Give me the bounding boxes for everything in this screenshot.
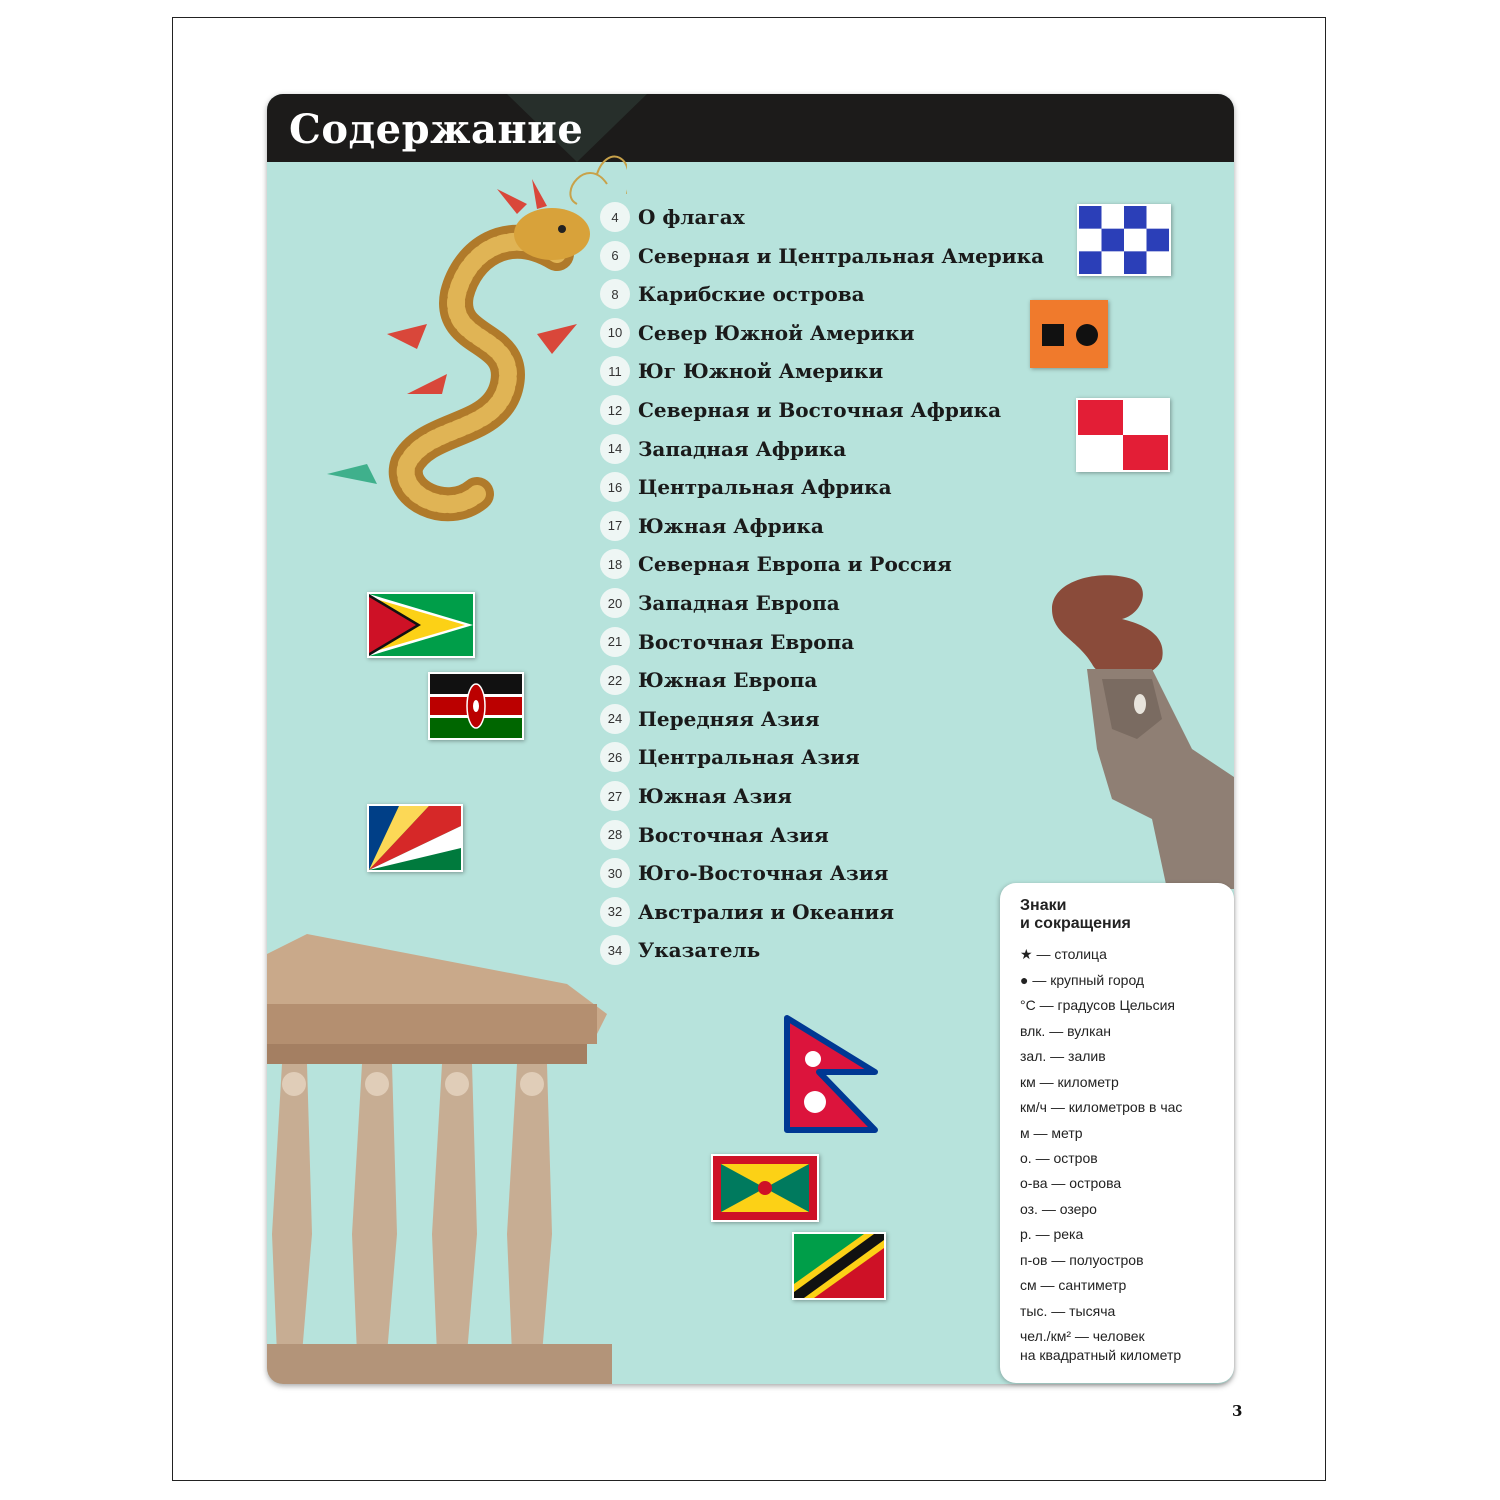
toc-page-number: 11 — [600, 356, 630, 386]
toc-page-number: 24 — [600, 704, 630, 734]
toc-page-number: 32 — [600, 897, 630, 927]
legend-item: ★ — столица — [1020, 946, 1107, 962]
legend-box — [1000, 883, 1234, 1383]
legend-item: о-ва — острова — [1020, 1175, 1122, 1191]
toc-label: Южная Азия — [638, 784, 792, 808]
toc-entry[interactable] — [600, 545, 952, 583]
kenya-flag — [428, 672, 524, 740]
toc-entry[interactable] — [600, 854, 888, 892]
toc-label: Австралия и Океания — [638, 899, 894, 924]
legend-item: м — метр — [1020, 1125, 1083, 1141]
toc-entry[interactable] — [600, 468, 892, 506]
toc-entry[interactable] — [600, 584, 840, 622]
toc-label: Юг Южной Америки — [638, 359, 884, 384]
toc-entry[interactable] — [600, 430, 846, 468]
toc-label: Северная и Центральная Америка — [638, 243, 1045, 268]
legend-item: на квадратный километр — [1020, 1347, 1182, 1363]
toc-label: О флагах — [638, 205, 745, 229]
toc-page-number: 4 — [600, 202, 630, 232]
red-white-signal-flag — [1076, 398, 1170, 472]
toc-label: Восточная Европа — [638, 629, 855, 654]
toc-label: Восточная Азия — [638, 822, 829, 847]
toc-page-number: 16 — [600, 472, 630, 502]
toc-label: Северная и Восточная Африка — [638, 398, 1002, 422]
toc-label: Центральная Азия — [638, 745, 860, 770]
legend-item: зал. — залив — [1020, 1048, 1106, 1064]
page-number: 3 — [1232, 1402, 1243, 1420]
toc-page-number: 10 — [600, 318, 630, 348]
toc-page-number: 27 — [600, 781, 630, 811]
legend-item: см — сантиметр — [1020, 1277, 1127, 1293]
toc-entry[interactable] — [600, 816, 829, 854]
toc-entry[interactable] — [600, 661, 817, 699]
seychelles-flag — [367, 804, 463, 872]
legend-item: тыс. — тысяча — [1020, 1303, 1116, 1319]
toc-entry[interactable] — [600, 507, 824, 545]
toc-page-number: 21 — [600, 627, 630, 657]
toc-entry[interactable] — [600, 738, 860, 776]
toc-entry[interactable] — [600, 275, 865, 313]
caryatids-temple-illustration — [267, 934, 612, 1384]
toc-entry[interactable] — [600, 931, 760, 969]
legend-item: км/ч — километров в час — [1020, 1099, 1183, 1115]
legend-item: п-ов — полуостров — [1020, 1252, 1144, 1268]
toc-label: Передняя Азия — [638, 706, 820, 731]
orange-signal-flag — [1030, 300, 1108, 368]
toc-page-number: 28 — [600, 820, 630, 850]
toc-entry[interactable] — [600, 237, 1044, 275]
legend-item: км — километр — [1020, 1074, 1119, 1090]
toc-entry[interactable] — [600, 314, 914, 352]
checkered-blue-flag — [1077, 204, 1171, 276]
toc-label: Южная Европа — [638, 668, 818, 693]
toc-label: Юго-Восточная Азия — [638, 861, 889, 886]
legend-item: ● — крупный город — [1020, 972, 1145, 988]
legend-item: р. — река — [1020, 1226, 1084, 1242]
toc-entry[interactable] — [600, 893, 894, 931]
toc-page-number: 14 — [600, 434, 630, 464]
toc-label: Север Южной Америки — [638, 320, 915, 345]
toc-entry[interactable] — [600, 198, 745, 236]
legend-title — [1020, 897, 1131, 933]
toc-label: Северная Европа и Россия — [638, 552, 952, 577]
legend-item: влк. — вулкан — [1020, 1023, 1112, 1039]
toc-entry[interactable] — [600, 777, 792, 815]
toc-entry[interactable] — [600, 391, 1001, 429]
toc-page-number: 17 — [600, 511, 630, 541]
legend-item: о. — остров — [1020, 1150, 1098, 1166]
toc-page-number: 22 — [600, 665, 630, 695]
legend-item: оз. — озеро — [1020, 1201, 1097, 1217]
toc-page-number: 30 — [600, 858, 630, 888]
toc-entry[interactable] — [600, 700, 819, 738]
toc-label: Западная Европа — [638, 591, 840, 615]
toc-label: Карибские острова — [638, 282, 865, 307]
toc-label: Центральная Африка — [638, 475, 892, 500]
toc-entry[interactable] — [600, 352, 883, 390]
guyana-flag — [367, 592, 475, 658]
toc-label: Указатель — [638, 938, 761, 963]
legend-item: чел./км² — человек — [1020, 1328, 1145, 1344]
toc-page-number: 12 — [600, 395, 630, 425]
moai-statue-illustration — [1042, 569, 1234, 889]
legend-title-line1: Знаки — [1020, 897, 1067, 914]
toc-entry[interactable] — [600, 623, 854, 661]
toc-page-number: 34 — [600, 935, 630, 965]
toc-page-number: 20 — [600, 588, 630, 618]
legend-title-line2: и сокращения — [1020, 915, 1131, 932]
toc-page-number: 8 — [600, 279, 630, 309]
toc-label: Южная Африка — [638, 513, 824, 538]
toc-page-number: 26 — [600, 742, 630, 772]
page-title: Содержание — [289, 106, 584, 153]
toc-page-number: 6 — [600, 241, 630, 271]
nepal-flag — [783, 1014, 883, 1134]
dragon-illustration — [307, 134, 627, 524]
legend-item: °С — градусов Цельсия — [1020, 997, 1175, 1013]
toc-label: Западная Африка — [638, 436, 847, 461]
toc-page-number: 18 — [600, 549, 630, 579]
saint-kitts-nevis-flag — [792, 1232, 886, 1300]
grenada-flag — [711, 1154, 819, 1222]
